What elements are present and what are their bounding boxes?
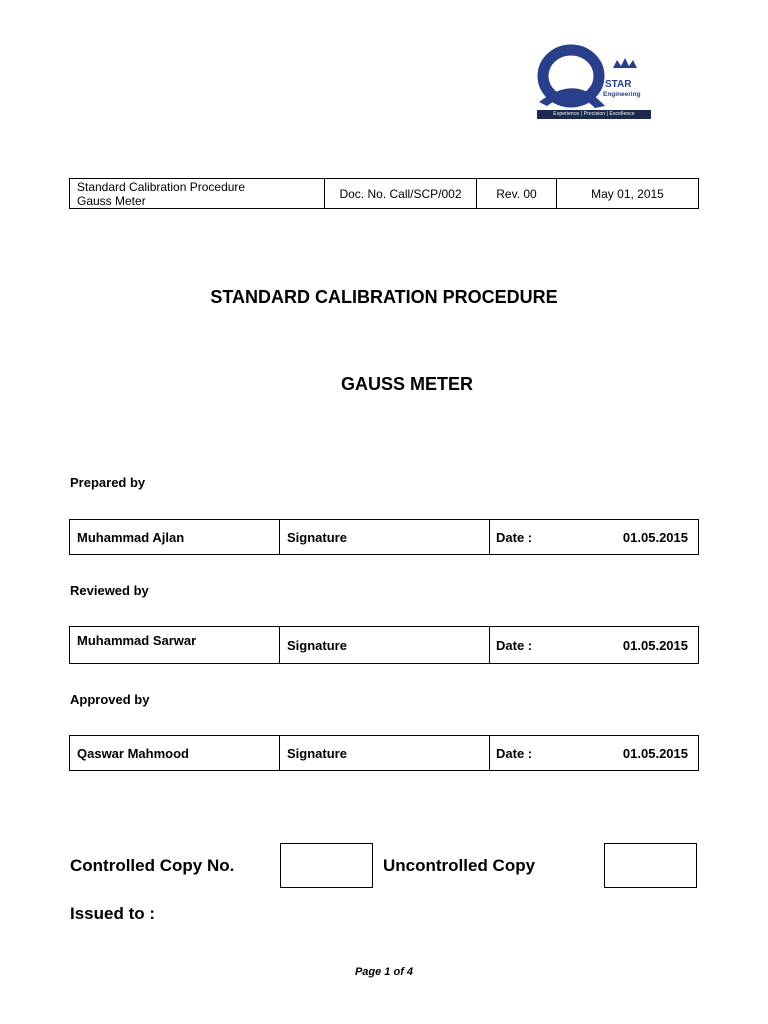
- approved-by-label: Approved by: [70, 692, 150, 707]
- logo-brand: STAR: [605, 79, 632, 90]
- prepared-by-name: Muhammad Ajlan: [70, 520, 280, 554]
- prepared-by-row: [69, 519, 699, 555]
- approved-by-date-cell: [490, 736, 698, 770]
- prepared-by-date-cell: [490, 520, 698, 554]
- prepared-by-date: 01.05.2015: [622, 529, 688, 545]
- page-number: Page 1 of 4: [354, 966, 414, 978]
- main-title: STANDARD CALIBRATION PROCEDURE: [210, 287, 558, 307]
- reviewed-by-date-cell: [490, 627, 698, 663]
- uncontrolled-copy-box: [604, 843, 697, 888]
- controlled-copy-label: Controlled Copy No.: [70, 856, 235, 875]
- uncontrolled-copy-label: Uncontrolled Copy: [383, 856, 536, 875]
- approved-by-signature: Signature: [280, 736, 490, 770]
- approved-by-row: [69, 735, 699, 771]
- approved-by-name: Qaswar Mahmood: [70, 736, 280, 770]
- header-title-cell: [70, 179, 325, 208]
- header-doc-no: Doc. No. Call/SCP/002: [325, 179, 477, 208]
- header-rev: Rev. 00: [477, 179, 557, 208]
- prepared-by-date-label: Date :: [496, 529, 533, 545]
- approved-by-date-label: Date :: [496, 745, 533, 761]
- qstar-logo-icon: [533, 44, 655, 110]
- logo-brand-sub: Engineering: [603, 91, 641, 98]
- controlled-copy-box: [280, 843, 373, 888]
- reviewed-by-row: [69, 626, 699, 664]
- reviewed-by-signature: Signature: [280, 627, 490, 663]
- approved-by-date: 01.05.2015: [622, 745, 688, 761]
- reviewed-by-name: Muhammad Sarwar: [70, 627, 280, 663]
- prepared-by-label: Prepared by: [70, 475, 146, 490]
- header-date: May 01, 2015: [591, 186, 664, 201]
- header-title-line2: Gauss Meter: [77, 193, 146, 208]
- document-header-table: [69, 178, 699, 209]
- reviewed-by-date-label: Date :: [496, 637, 533, 653]
- reviewed-by-date: 01.05.2015: [622, 637, 688, 653]
- issued-to-label: Issued to :: [70, 904, 156, 923]
- header-title-line1: Standard Calibration Procedure: [77, 179, 246, 194]
- logo-tagline: Experience | Precision | Excellence: [537, 110, 651, 119]
- reviewed-by-label: Reviewed by: [70, 583, 149, 598]
- prepared-by-signature: Signature: [280, 520, 490, 554]
- company-logo: [533, 44, 655, 120]
- sub-title: GAUSS METER: [340, 374, 473, 394]
